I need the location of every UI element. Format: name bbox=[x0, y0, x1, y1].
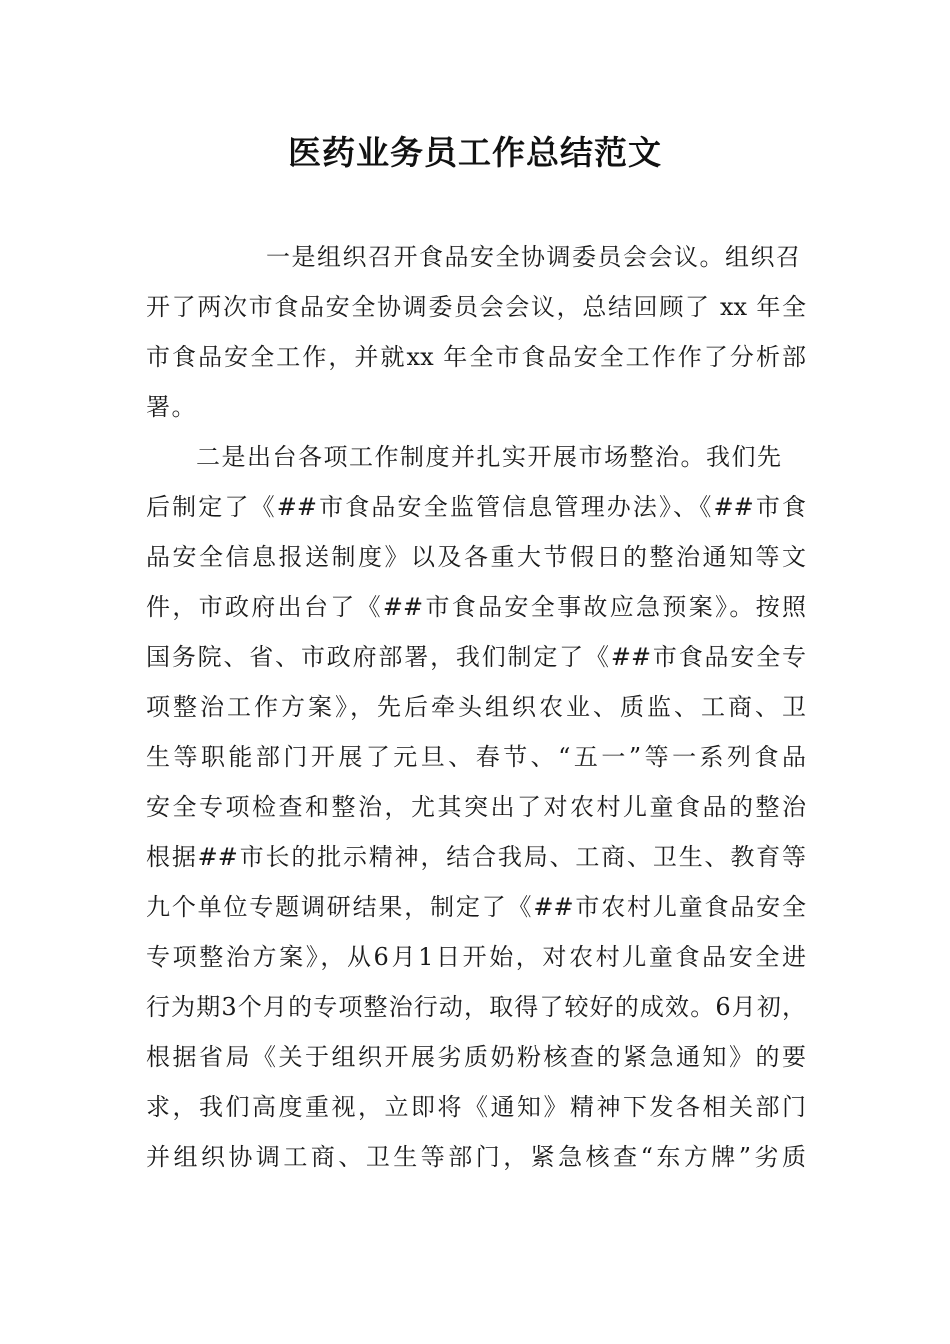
paragraph-2-line-12: 行为期3个月的专项整治行动，取得了较好的成效。6月初， bbox=[146, 993, 806, 1021]
paragraph-2-line-5: 国务院、省、市政府部署，我们制定了《##市食品安全专 bbox=[146, 643, 806, 671]
paragraph-2-line-9: 根据##市长的批示精神，结合我局、工商、卫生、教育等 bbox=[146, 843, 806, 871]
paragraph-2-line-1: 二是出台各项工作制度并扎实开展市场整治。我们先 bbox=[196, 443, 783, 471]
paragraph-2-line-14: 求，我们高度重视，立即将《通知》精神下发各相关部门 bbox=[146, 1093, 806, 1121]
paragraph-1-line-3: 市食品安全工作，并就xx 年全市食品安全工作作了分析部 bbox=[146, 343, 806, 371]
paragraph-2-line-13: 根据省局《关于组织开展劣质奶粉核查的紧急通知》的要 bbox=[146, 1043, 806, 1071]
paragraph-1-line-2: 开了两次市食品安全协调委员会会议，总结回顾了 xx 年全 bbox=[146, 293, 806, 321]
paragraph-2-line-11: 专项整治方案》，从6月1日开始，对农村儿童食品安全进 bbox=[146, 943, 806, 971]
paragraph-2-line-7: 生等职能部门开展了元旦、春节、“五一”等一系列食品 bbox=[146, 743, 806, 771]
paragraph-2-line-8: 安全专项检查和整治，尤其突出了对农村儿童食品的整治 bbox=[146, 793, 806, 821]
paragraph-2-line-6: 项整治工作方案》，先后牵头组织农业、质监、工商、卫 bbox=[146, 693, 806, 721]
paragraph-2-line-10: 九个单位专题调研结果，制定了《##市农村儿童食品安全 bbox=[146, 893, 806, 921]
paragraph-1-line-4: 署。 bbox=[146, 393, 197, 421]
paragraph-2-line-3: 品安全信息报送制度》以及各重大节假日的整治通知等文 bbox=[146, 543, 806, 571]
paragraph-2-line-4: 件，市政府出台了《##市食品安全事故应急预案》。按照 bbox=[146, 593, 806, 621]
paragraph-2-line-2: 后制定了《##市食品安全监管信息管理办法》、《##市食 bbox=[146, 493, 806, 521]
paragraph-1-line-1: 一是组织召开食品安全协调委员会会议。组织召 bbox=[266, 243, 802, 271]
document-title: 医药业务员工作总结范文 bbox=[288, 133, 662, 172]
paragraph-2-line-15: 并组织协调工商、卫生等部门，紧急核查“东方牌”劣质 bbox=[146, 1143, 806, 1171]
